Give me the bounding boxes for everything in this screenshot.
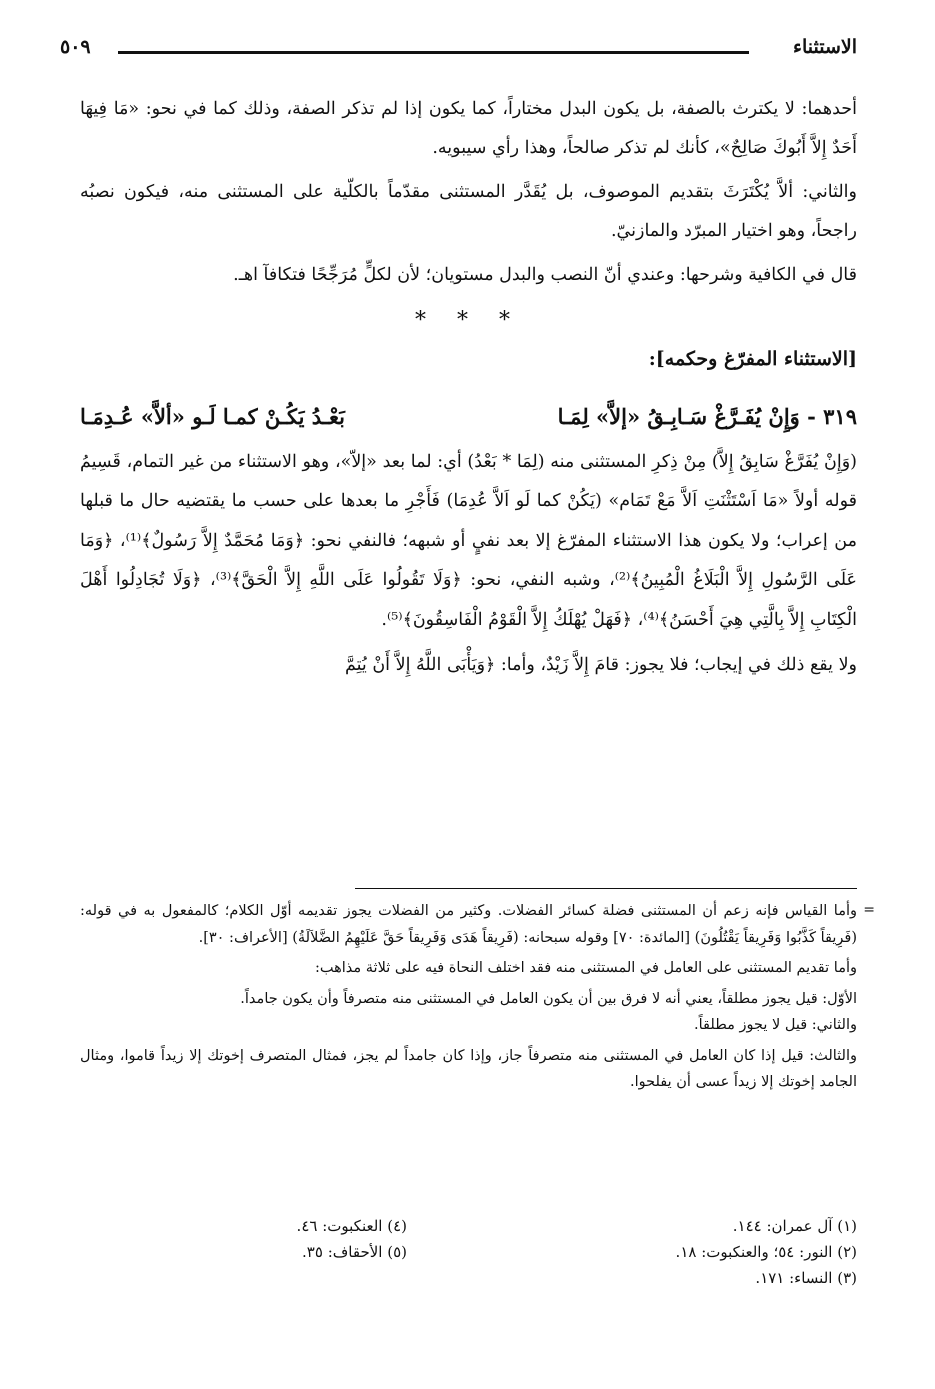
running-title: الاستثناء [793,36,857,58]
verse-line [80,391,857,443]
footnotes [80,898,857,1096]
reference-item: (١) آل عمران: ١٤٤. [732,1217,857,1235]
footnote-paragraph: وأما تقديم المستثنى على العامل في المستثنى منه فقد اختلف النحاة فيه على ثلاثة مذاهب: [315,960,857,976]
footnote-divider [355,888,857,889]
reference-item: (٢) النور: ٥٤؛ والعنكبوت: ١٨. [675,1243,857,1261]
footnote-paragraph: وأما القياس فإنه زعم أن المستثنى فضلة كسائر الفضلات. وكثير من الفضلات يجوز تقديمه أوّل الكلام؛ كالمفعول به في قوله: (فَرِيقاً كَذَّبُوا وَفَرِيقاً يَقْتُلُونَ) [المائدة: ٧٠] وقوله سبحانه: (فَرِيقاً هَدَى وَفَرِيقاً حَقَّ عَلَيْهِمُ الضَّلاَلَةُ) [الأعراف: ٣٠]. [80,903,857,946]
footnote-paragraph: والثاني: قيل لا يجوز مطلقاً. [694,1017,857,1033]
paragraph-first-view: أحدهما: لا يكترث بالصفة، بل يكون البدل مختاراً، كما يكون إذا لم تذكر الصفة، وذلك كما في نحو: «مَا فِيهَا أَحَدٌ إِلاَّ أَبُوكَ صَالِحٌ»، كأنك لم تذكر صالحاً، وهذا رأي سيبويه. [80,99,857,158]
references-right-column [676,1213,857,1291]
commentary [80,443,857,686]
page-number: ٥٠٩ [60,36,91,58]
reference-item: (٥) الأحقاف: ٣٥. [302,1243,407,1261]
reference-item: (٤) العنكبوت: ٤٦. [296,1217,407,1235]
footnote-paragraph: والثالث: قيل إذا كان العامل في المستثنى منه متصرفاً جاز، وإذا كان جامداً لم يجز، فمثال المتصرف إخوتك إلا زيداً قاموا، ومثال الجامد إخوتك إلا زيداً عسى أن يفلحوا. [80,1047,857,1090]
reference-item: (٣) النساء: ١٧١. [755,1269,857,1287]
section-heading: [الاستثناء المفرّغ وحكمه]: [648,347,857,370]
main-text [80,90,857,686]
commentary-paragraph: (وَإِنْ يُفَرَّغْ سَابِقُ إِلاَّ) مِنْ ذِكرِ المستثنى منه (لِمَا * بَعْدُ) أي: لما بعد «إلاّ»، وهو الاستثناء من غير التمام، قَسِيمُ قوله أولاً «مَا اَسْتَثْنَتِ اَلاَّ مَعْ تَمَام» (يَكُنْ كما لَو اَلاَّ عُدِمَا) فَأَجْرِ ما بعدها على حسب ما يقتضيه حال ما قبلها من إعراب؛ ولا يكون هذا الاستثناء المفرّغ إلا بعد نفيٍ أو شبهه؛ فالنفي نحو: ﴿وَمَا مُحَمَّدٌ إِلاَّ رَسُولٌ﴾⁽¹⁾، ﴿وَمَا عَلَى الرَّسُولِ إِلاَّ الْبَلَاغُ الْمُبِينُ﴾⁽²⁾، وشبه النفي، نحو: ﴿وَلَا تَقُولُوا عَلَى اللَّهِ إِلاَّ الْحَقَّ﴾⁽³⁾، ﴿وَلَا تُجَادِلُوا أَهْلَ الْكِتَابِ إِلاَّ بِالَّتِي هِيَ أَحْسَنُ﴾⁽⁴⁾، ﴿فَهَلْ يُهْلَكُ إِلاَّ الْقَوْمُ الْفَاسِقُونَ﴾⁽⁵⁾. [80,451,857,630]
verse-first-hemistich: ٣١٩ - وَإِنْ يُفَـرَّغْ سَـابِـقُ «إلاَّ» لِمَـا [557,403,857,429]
section-separator: * * * [415,307,522,333]
paragraph-second-view: والثاني: ألاَّ يُكْتَرَثَ بتقديم الموصوف، بل يُقَدَّر المستثنى مقدّماً بالكلّية على المستثنى منه، فيكون نصبُه راجحاً، وهو اختيار المبرّد والمازنيّ. [80,182,857,241]
footnote-continuation-marker: = [863,902,875,918]
references-left-column [297,1213,407,1265]
paragraph-kafiya-quote: قال في الكافية وشرحها: وعندي أنّ النصب والبدل مستويان؛ لأن لكلٍّ مُرَجِّحًا فتكافآ اهـ. [233,265,857,285]
page-header [60,36,857,66]
quran-references [80,1213,857,1303]
header-rule [118,51,749,54]
verse-second-hemistich: بَعْـدُ يَكُـنْ كمـا لَـو «ألاَّ» عُـدِمَـا [80,403,345,429]
footnote-paragraph: الأوّل: قيل يجوز مطلقاً، يعني أنه لا فرق بين أن يكون العامل في المستثنى منه متصرفاً وأن يكون جامداً. [240,990,857,1007]
commentary-paragraph: ولا يقع ذلك في إيجاب؛ فلا يجوز: قامَ إِلاَّ زَيْدٌ، وأما: ﴿وَيَأْبَى اللَّهُ إِلاَّ أَنْ يُتِمَّ [344,655,857,675]
